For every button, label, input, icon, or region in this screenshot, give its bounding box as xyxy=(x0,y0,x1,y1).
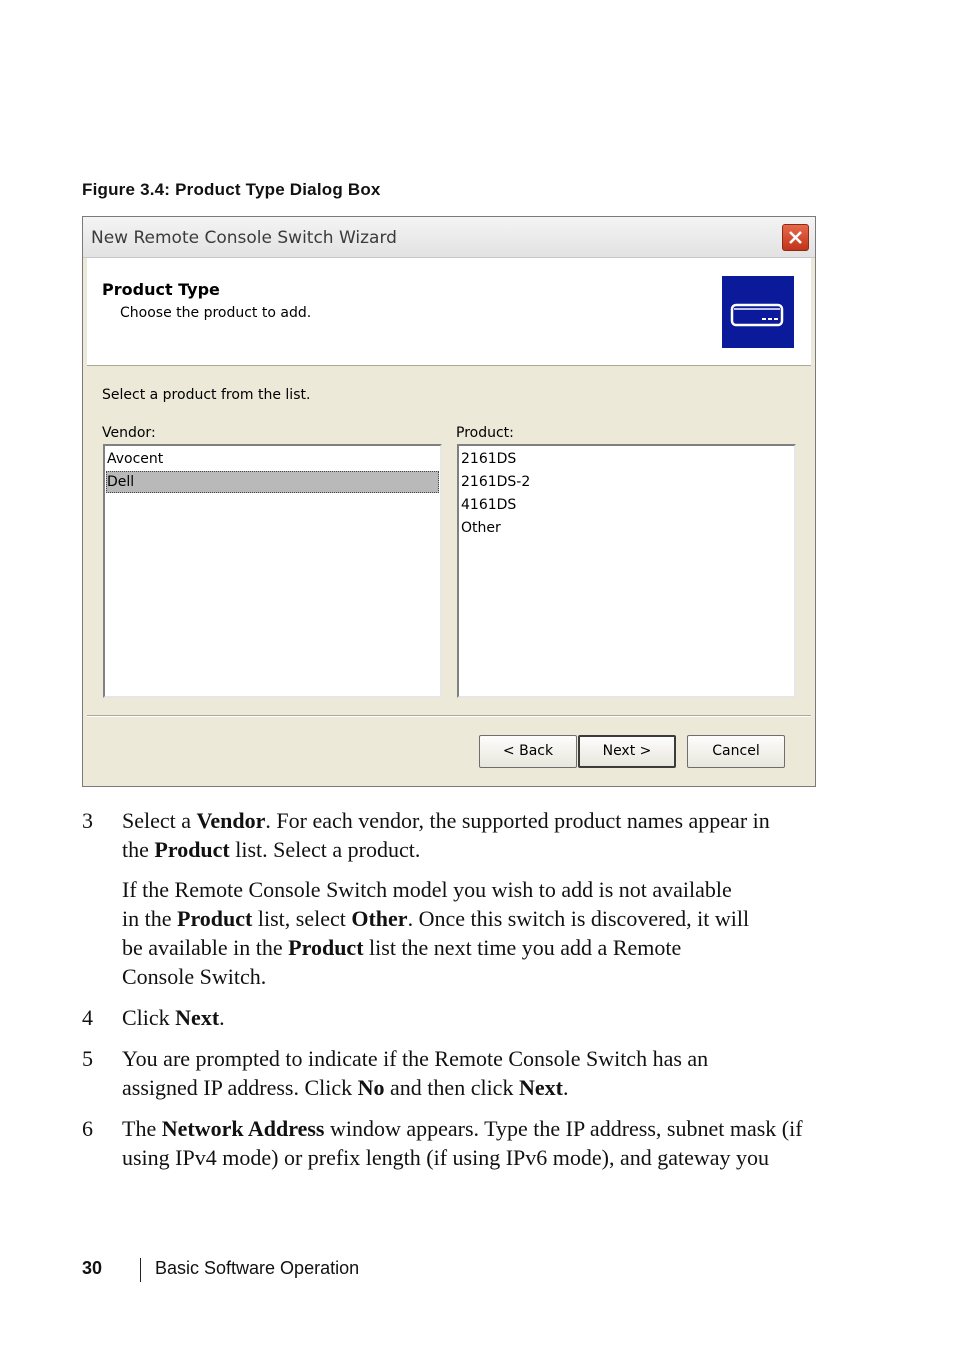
text: Select a xyxy=(122,808,197,833)
step-number: 5 xyxy=(82,1046,93,1071)
step-number: 4 xyxy=(82,1005,93,1030)
step-number: 3 xyxy=(82,808,93,833)
product-item-other[interactable]: Other xyxy=(461,520,501,536)
text: window appears. Type the IP address, subnet mask (if xyxy=(324,1116,803,1141)
section-title: Basic Software Operation xyxy=(155,1258,360,1278)
vendor-listbox[interactable] xyxy=(103,444,442,698)
product-label: Product: xyxy=(456,425,514,441)
next-button[interactable]: Next > xyxy=(578,735,676,768)
step-text xyxy=(122,1003,862,1032)
text: list, select xyxy=(252,906,352,931)
close-button[interactable] xyxy=(782,224,809,251)
wizard-dialog xyxy=(82,216,816,787)
text: Console Switch. xyxy=(122,964,267,989)
step-text xyxy=(122,1044,862,1102)
text: be available in the xyxy=(122,935,289,960)
cancel-button[interactable]: Cancel xyxy=(687,735,785,768)
title-bar xyxy=(83,217,815,258)
instruction-text: Select a product from the list. xyxy=(102,387,311,403)
figure-caption: Figure 3.4: Product Type Dialog Box xyxy=(82,180,381,199)
step-number: 6 xyxy=(82,1116,93,1141)
text: list the next time you add a Remote xyxy=(363,935,682,960)
step-text xyxy=(122,1114,862,1172)
text: . xyxy=(562,1075,569,1100)
product-item[interactable]: 2161DS-2 xyxy=(461,474,531,490)
ui-term: Product xyxy=(177,906,253,931)
text: list. Select a product. xyxy=(229,837,421,862)
text: You are prompted to indicate if the Remote Console Switch has an xyxy=(122,1046,709,1071)
text: The xyxy=(122,1116,162,1141)
ui-term: Network Address xyxy=(161,1116,325,1141)
text: assigned IP address. Click xyxy=(122,1075,358,1100)
text: the xyxy=(122,837,155,862)
text: . Once this switch is discovered, it will xyxy=(407,906,750,931)
vendor-label: Vendor: xyxy=(102,425,156,441)
text: If the Remote Console Switch model you wish to add is not available xyxy=(122,877,732,902)
back-button[interactable]: < Back xyxy=(479,735,577,768)
wizard-header xyxy=(87,258,811,366)
ui-term: Vendor xyxy=(196,808,266,833)
text: and then click xyxy=(384,1075,519,1100)
text: in the xyxy=(122,906,177,931)
product-item[interactable]: 4161DS xyxy=(461,497,517,513)
text: . xyxy=(219,1005,225,1030)
ui-term: No xyxy=(357,1075,385,1100)
header-title: Product Type xyxy=(102,280,220,299)
product-listbox[interactable] xyxy=(457,444,796,698)
ui-term: Other xyxy=(351,906,408,931)
ui-term: Product xyxy=(288,935,364,960)
text: . For each vendor, the supported product names appear in xyxy=(265,808,770,833)
step-text xyxy=(122,806,862,864)
ui-term: Product xyxy=(154,837,230,862)
button-separator xyxy=(87,715,811,717)
header-subtitle: Choose the product to add. xyxy=(120,305,312,321)
ui-term: Next xyxy=(518,1075,563,1100)
vendor-item-dell[interactable]: Dell xyxy=(106,471,439,493)
console-switch-icon xyxy=(722,276,794,348)
close-icon xyxy=(787,229,804,246)
text: Click xyxy=(122,1005,176,1030)
ui-term: Next xyxy=(175,1005,220,1030)
dialog-title: New Remote Console Switch Wizard xyxy=(91,228,397,248)
step-3-note xyxy=(122,875,842,991)
vendor-item-avocent[interactable]: Avocent xyxy=(107,451,164,467)
product-item[interactable]: 2161DS xyxy=(461,451,517,467)
text: using IPv4 mode) or prefix length (if using IPv6 mode), and gateway you xyxy=(122,1145,770,1170)
page-number: 30 xyxy=(82,1258,103,1278)
footer-divider xyxy=(140,1258,141,1282)
